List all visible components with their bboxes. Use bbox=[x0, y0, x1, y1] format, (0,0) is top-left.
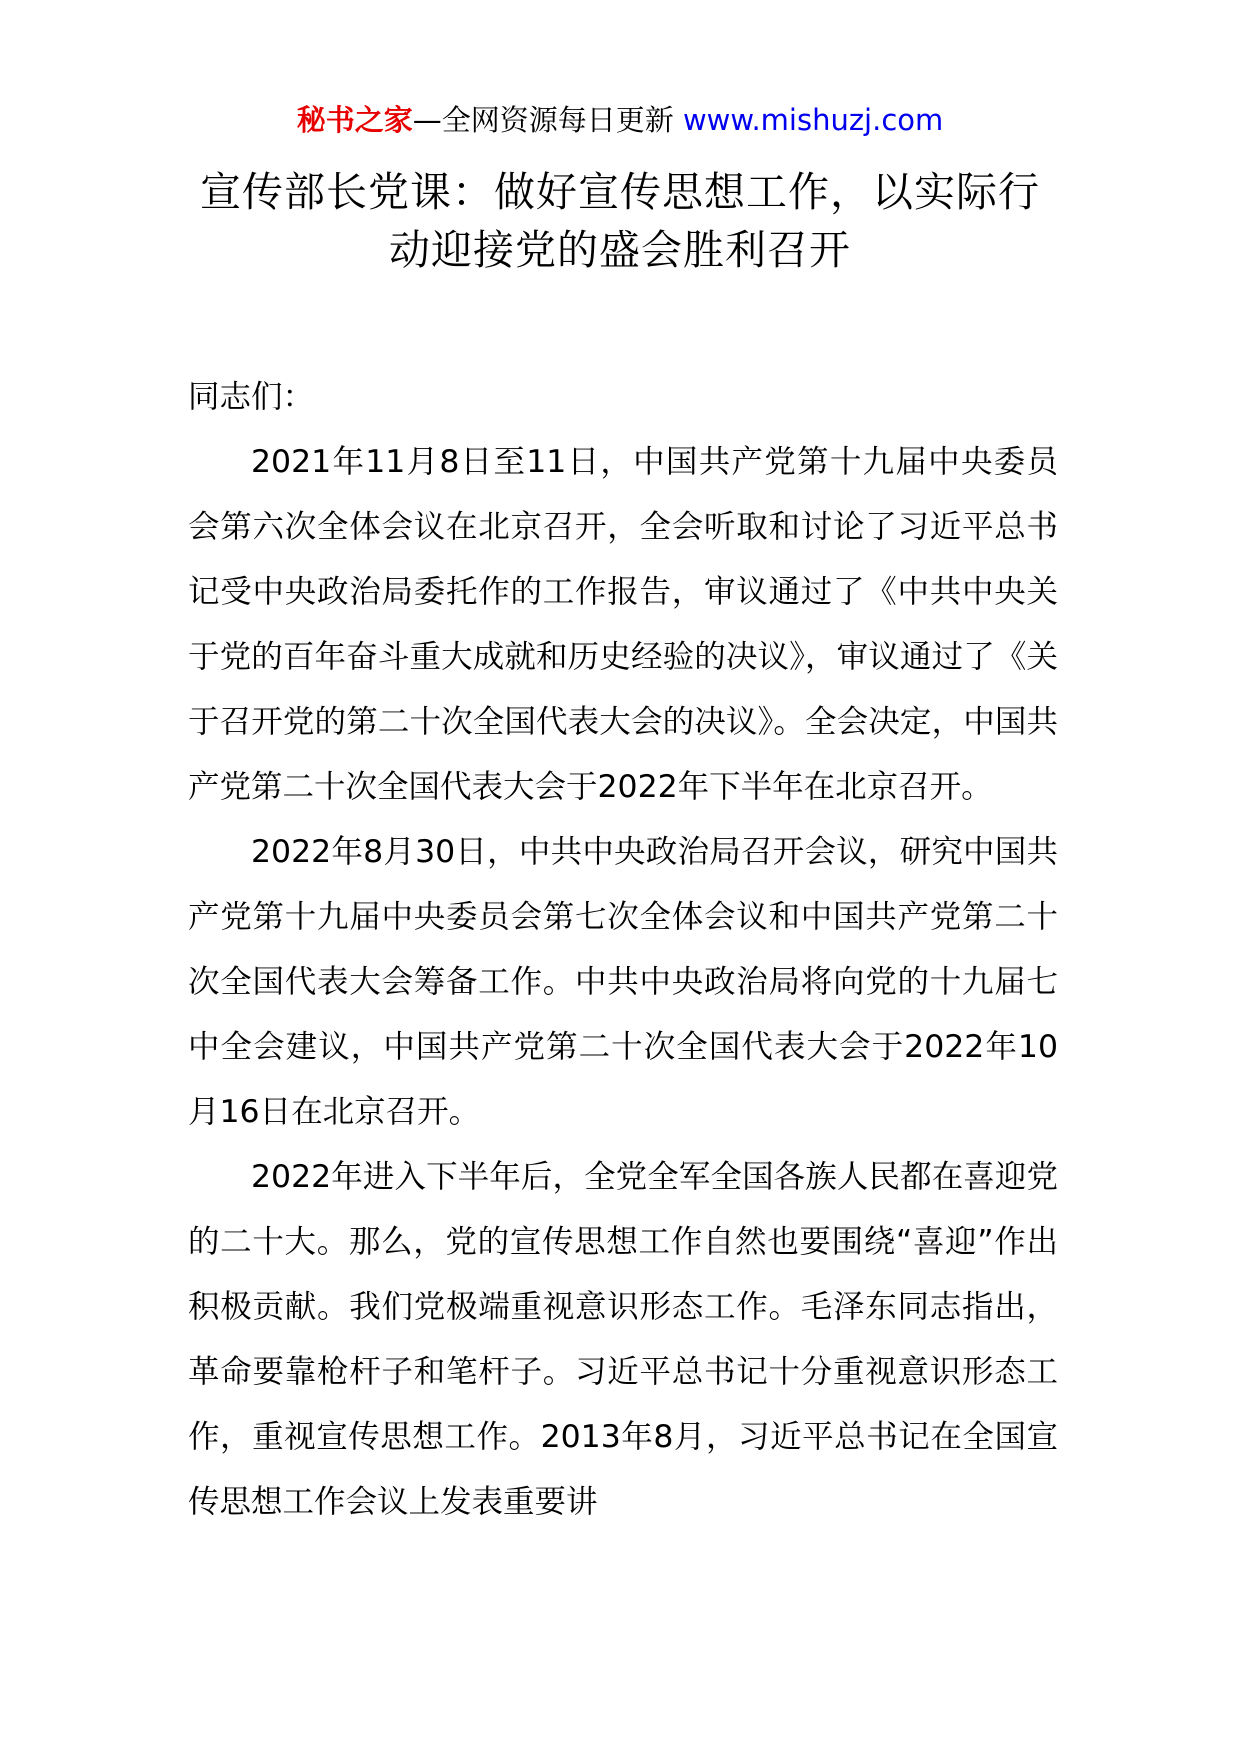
salutation: 同志们： bbox=[188, 379, 315, 415]
site-url-link[interactable]: www.mishuzj.com bbox=[682, 103, 944, 137]
watermark-header bbox=[0, 100, 1240, 140]
document-title: 宣传部长党课：做好宣传思想工作，以实际行动迎接党的盛会胜利召开 bbox=[200, 168, 1040, 274]
paragraph: 2022年8月30日，中共中央政治局召开会议，研究中国共产党第十九届中央委员会第七次全体会议和中国共产党第二十次全国代表大会筹备工作。中共中央政治局将向党的十九届七中全会建议，中国共产党第二十次全国代表大会于2022年10月16日在北京召开。 bbox=[188, 834, 1058, 1130]
document-body bbox=[188, 365, 1058, 1535]
header-tagline: —全网资源每日更新 bbox=[412, 103, 674, 137]
paragraph: 2022年进入下半年后，全党全军全国各族人民都在喜迎党的二十大。那么，党的宣传思想工作自然也要围绕“喜迎”作出积极贡献。我们党极端重视意识形态工作。毛泽东同志指出，革命要靠枪杆子和笔杆子。习近平总书记十分重视意识形态工作，重视宣传思想工作。2013年8月，习近平总书记在全国宣传思想工作会议上发表重要讲 bbox=[188, 1159, 1058, 1520]
paragraph: 2021年11月8日至11日，中国共产党第十九届中央委员会第六次全体会议在北京召开，全会听取和讨论了习近平总书记受中央政治局委托作的工作报告，审议通过了《中共中央关于党的百年奋斗重大成就和历史经验的决议》，审议通过了《关于召开党的第二十次全国代表大会的决议》。全会决定，中国共产党第二十次全国代表大会于2022年下半年在北京召开。 bbox=[188, 444, 1058, 805]
brand-name: 秘书之家 bbox=[296, 103, 413, 137]
